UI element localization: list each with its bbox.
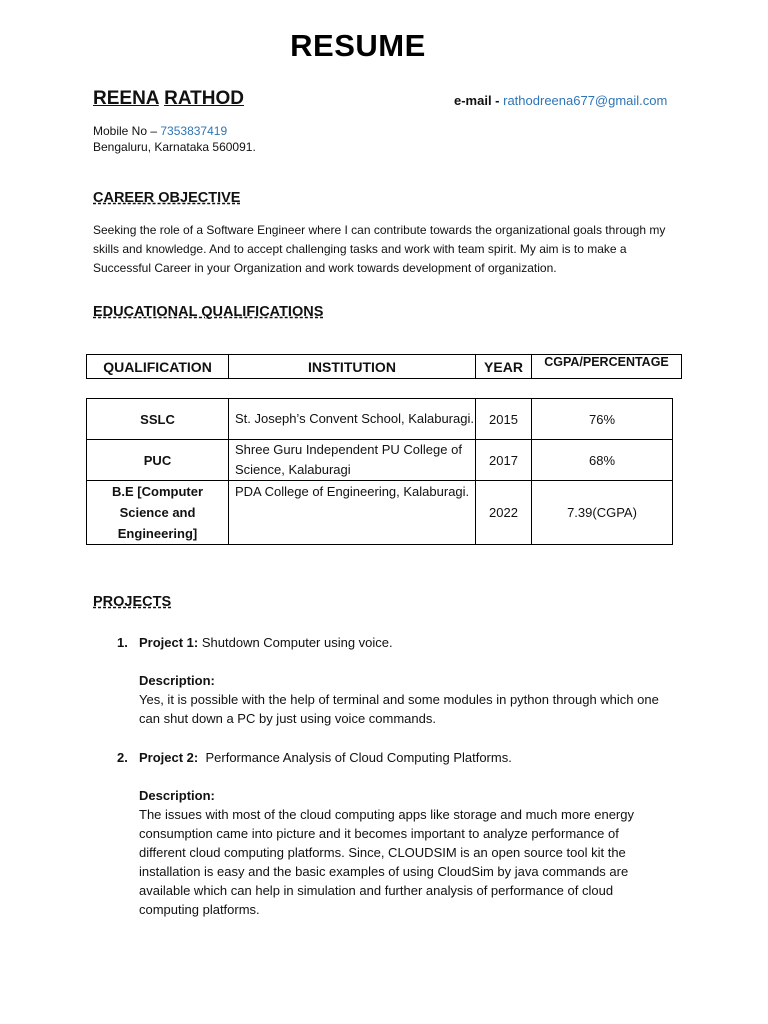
project-label: Project 1: bbox=[139, 635, 199, 650]
career-text: Seeking the role of a Software Engineer where I can contribute towards the organizational goals through my skills and knowledge. And to accept challenging tasks and work with team spirit. My aim is to make a Successful Career in your Organization and work towards development of organization. bbox=[93, 223, 666, 275]
email-link[interactable]: rathodreena677@gmail.com bbox=[503, 93, 668, 108]
project-description: Yes, it is possible with the help of terminal and some modules in python through which one can shut down a PC by just using voice commands. bbox=[139, 692, 659, 726]
cell-year: 2015 bbox=[476, 399, 532, 440]
resume-title: RESUME bbox=[290, 28, 426, 63]
project-number: 2. bbox=[117, 750, 128, 765]
cell-institution: St. Joseph’s Convent School, Kalaburagi. bbox=[229, 399, 476, 440]
project-title: Performance Analysis of Cloud Computing Platforms. bbox=[198, 750, 512, 765]
project-number: 1. bbox=[117, 635, 128, 650]
mobile-line bbox=[93, 123, 256, 139]
email-line bbox=[454, 93, 667, 108]
project-title: Shutdown Computer using voice. bbox=[198, 635, 393, 650]
cell-qualification: PUC bbox=[87, 440, 229, 481]
email-label: e-mail - bbox=[454, 93, 504, 108]
project-title-line bbox=[139, 633, 659, 652]
cell-institution: Shree Guru Independent PU College of Science, Kalaburagi bbox=[229, 440, 476, 481]
table-row bbox=[87, 399, 673, 440]
name-last: RATHOD bbox=[164, 88, 244, 109]
column-header: CGPA/PERCENTAGE bbox=[532, 355, 682, 379]
cell-score: 68% bbox=[532, 440, 673, 481]
cell-score: 7.39(CGPA) bbox=[532, 481, 673, 545]
career-heading: CAREER OBJECTIVE bbox=[93, 190, 241, 206]
description-label: Description: bbox=[139, 673, 215, 688]
column-header: INSTITUTION bbox=[229, 355, 476, 379]
project-body bbox=[139, 748, 659, 919]
column-header: YEAR bbox=[476, 355, 532, 379]
mobile-label: Mobile No – bbox=[93, 124, 161, 138]
projects-heading: PROJECTS bbox=[93, 594, 172, 610]
cell-qualification: B.E [Computer Science and Engineering] bbox=[87, 481, 229, 545]
education-header-table bbox=[86, 354, 682, 379]
cell-year: 2022 bbox=[476, 481, 532, 545]
table-row bbox=[87, 440, 673, 481]
cell-score: 76% bbox=[532, 399, 673, 440]
education-heading: EDUCATIONAL QUALIFICATIONS bbox=[93, 304, 324, 320]
project-description: The issues with most of the cloud computing apps like storage and much more energy consumption came into picture and it becomes important to analyze performance of different cloud computing platforms. Since, CLOUDSIM is an open source tool kit the installation is easy and the basic examples of using CloudSim by java commands are available which can help in simulation and further analysis of performance of cloud computing platforms. bbox=[139, 807, 634, 917]
cell-institution: PDA College of Engineering, Kalaburagi. bbox=[229, 481, 476, 545]
address: Bengaluru, Karnataka 560091. bbox=[93, 140, 256, 154]
education-table bbox=[86, 398, 673, 545]
mobile-link[interactable]: 7353837419 bbox=[160, 124, 228, 138]
project-body bbox=[139, 633, 659, 728]
project-title-line bbox=[139, 748, 659, 767]
cell-qualification: SSLC bbox=[87, 399, 229, 440]
project-label: Project 2: bbox=[139, 750, 199, 765]
table-row bbox=[87, 481, 673, 545]
candidate-name bbox=[93, 88, 244, 110]
column-header: QUALIFICATION bbox=[87, 355, 229, 379]
name-first: REENA bbox=[93, 88, 159, 109]
description-label: Description: bbox=[139, 788, 215, 803]
cell-year: 2017 bbox=[476, 440, 532, 481]
contact-block bbox=[93, 123, 256, 155]
